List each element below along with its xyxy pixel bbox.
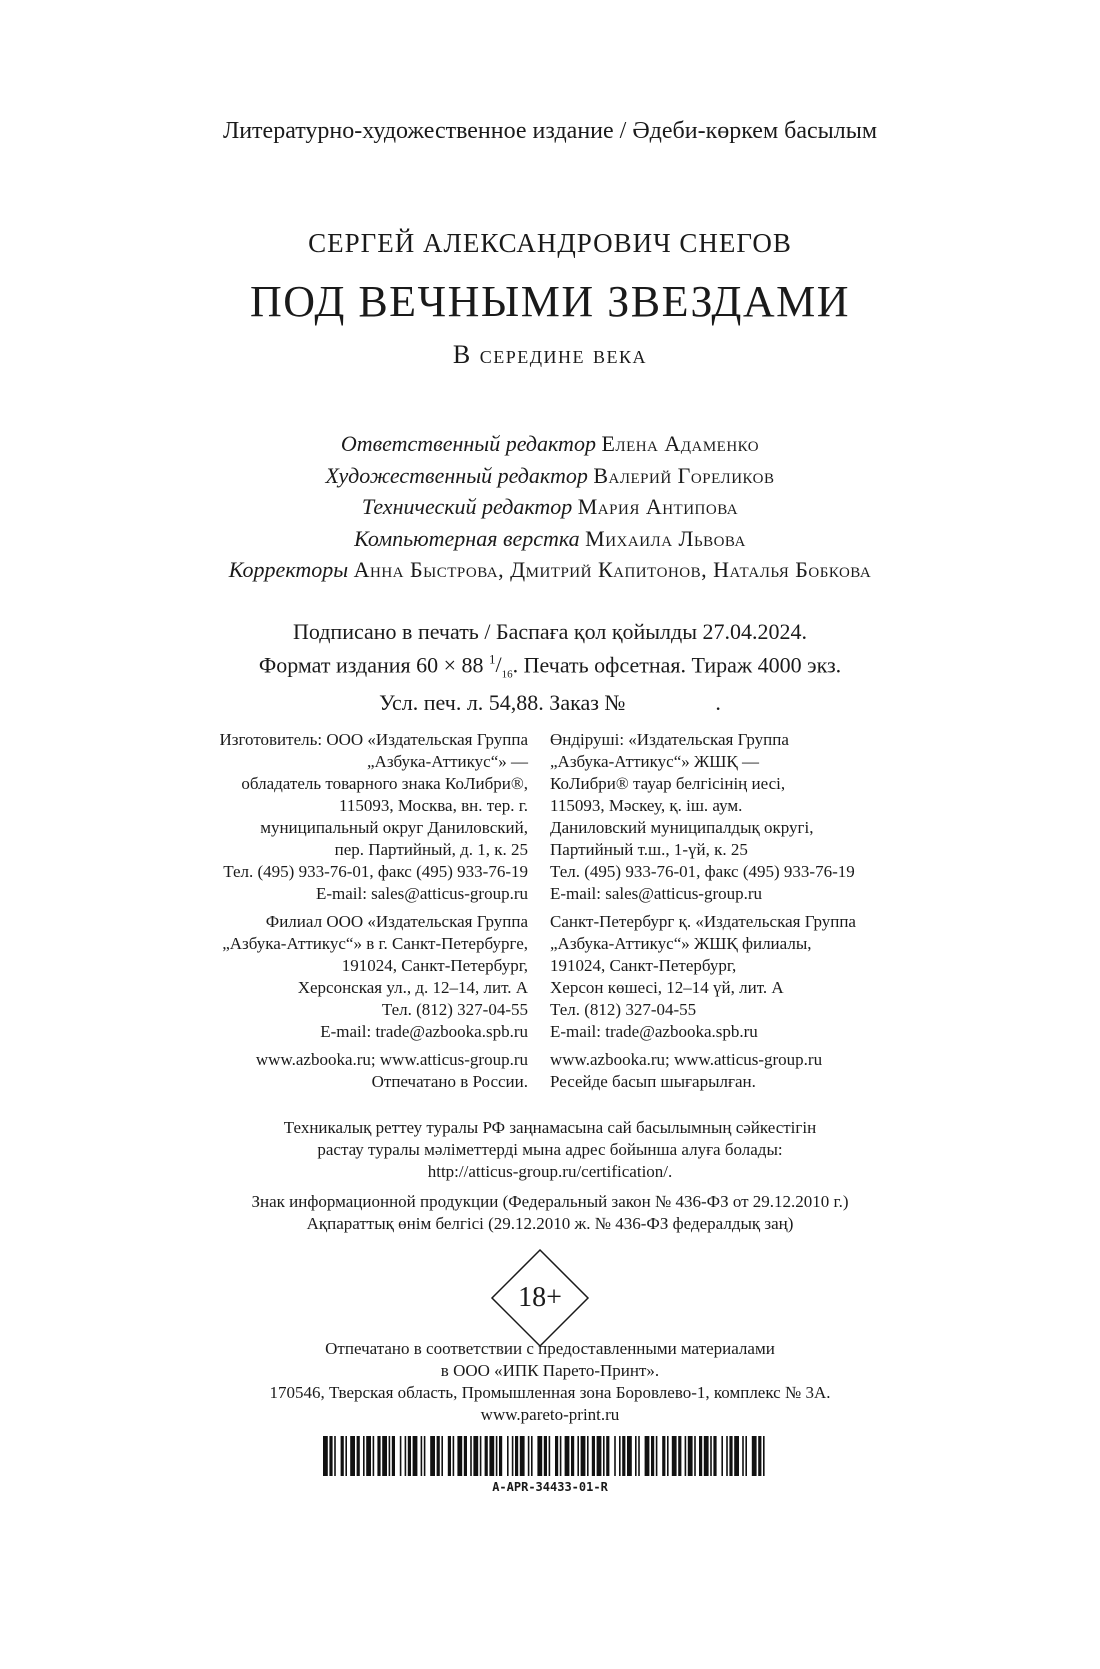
credit-role: Технический редактор bbox=[361, 494, 573, 519]
printer-line: www.pareto-print.ru bbox=[480, 1405, 620, 1424]
barcode-bar bbox=[606, 1436, 609, 1476]
kz-main-line: КоЛибри® тауар белгісінің иесі, bbox=[550, 774, 786, 793]
barcode-bar bbox=[685, 1436, 687, 1476]
kz-main-line: 115093, Мәскеу, қ. іш. аум. bbox=[550, 796, 743, 815]
barcode-bar bbox=[713, 1436, 716, 1476]
book-series: В середине века bbox=[452, 340, 648, 369]
barcode-bar bbox=[752, 1436, 757, 1476]
barcode-bar bbox=[366, 1436, 371, 1476]
barcode-bar bbox=[329, 1436, 332, 1476]
format-denominator: 16 bbox=[501, 668, 513, 681]
barcode-bar bbox=[382, 1436, 387, 1476]
barcode-bar bbox=[635, 1436, 637, 1476]
barcode-bar bbox=[400, 1436, 402, 1476]
format-numerator: 1 bbox=[489, 652, 496, 667]
barcode-bar bbox=[507, 1436, 509, 1476]
barcode-bar bbox=[597, 1436, 602, 1476]
kz-branch-line: Санкт-Петербург қ. «Издательская Группа bbox=[550, 912, 856, 931]
ru-web-block bbox=[0, 1049, 528, 1093]
barcode-bar bbox=[430, 1436, 435, 1476]
barcode-bar bbox=[581, 1436, 586, 1476]
ru-main-line: E-mail: sales@atticus-group.ru bbox=[315, 884, 528, 903]
barcode-bar bbox=[408, 1436, 411, 1476]
barcode-bar bbox=[627, 1436, 632, 1476]
barcode-bar bbox=[473, 1436, 478, 1476]
credit-line bbox=[0, 460, 1100, 492]
credit-role: Корректоры bbox=[228, 557, 349, 582]
credit-line bbox=[0, 554, 1100, 586]
ru-branch-block bbox=[0, 911, 528, 1043]
barcode-bar bbox=[496, 1436, 498, 1476]
ru-branch-line: Тел. (812) 327-04-55 bbox=[381, 1000, 528, 1019]
barcode-bar bbox=[341, 1436, 344, 1476]
kz-main-line: E-mail: sales@atticus-group.ru bbox=[550, 884, 763, 903]
barcode-bar bbox=[345, 1436, 347, 1476]
barcode-bar bbox=[662, 1436, 665, 1476]
barcode-bar bbox=[565, 1436, 570, 1476]
barcode-bar bbox=[603, 1436, 605, 1476]
kz-branch-line: E-mail: trade@azbooka.spb.ru bbox=[550, 1022, 758, 1041]
barcode-bar bbox=[489, 1436, 494, 1476]
barcode-bar bbox=[453, 1436, 455, 1476]
barcode-bar bbox=[721, 1436, 723, 1476]
barcode-bar bbox=[424, 1436, 426, 1476]
ru-branch-line: Филиал ООО «Издательская Группа bbox=[265, 912, 528, 931]
info-product-notice bbox=[0, 1191, 1100, 1235]
barcode-bar bbox=[392, 1436, 395, 1476]
barcode-bar bbox=[745, 1436, 747, 1476]
print-info bbox=[0, 618, 1100, 717]
barcode-bar bbox=[520, 1436, 525, 1476]
format-prefix: Формат издания 60 × 88 bbox=[258, 652, 484, 678]
credit-name: Анна Быстрова, Дмитрий Капитонов, Наталья Бобкова bbox=[353, 557, 872, 582]
ru-web-line: Отпечатано в России. bbox=[371, 1072, 528, 1091]
kz-web-block bbox=[550, 1049, 1070, 1093]
certification-line: Техникалық реттеу туралы РФ заңнамасына сай басылымның сәйкестігін bbox=[283, 1118, 817, 1137]
barcode-bar bbox=[363, 1436, 365, 1476]
barcode-bar bbox=[560, 1436, 562, 1476]
barcode-bar bbox=[357, 1436, 360, 1476]
barcode-bar bbox=[577, 1436, 579, 1476]
law-line: Ақпараттық өнім белгісі (29.12.2010 ж. № 436-ФЗ федералдық заң) bbox=[306, 1214, 794, 1233]
barcode-bar bbox=[694, 1436, 696, 1476]
printer-line: в ООО «ИПК Парето-Принт». bbox=[440, 1361, 660, 1380]
age-rating-text: 18+ bbox=[518, 1282, 562, 1313]
printer-info bbox=[0, 1338, 1100, 1426]
barcode-bar bbox=[373, 1436, 375, 1476]
barcode-label: A-APR-34433-01-R bbox=[492, 1480, 608, 1494]
barcode-bar bbox=[448, 1436, 451, 1476]
barcode-bar bbox=[614, 1436, 616, 1476]
kz-web-line: Ресейде басып шығарылған. bbox=[550, 1072, 756, 1091]
ru-branch-line: „Азбука-Аттикус“» в г. Санкт-Петербурге, bbox=[222, 934, 528, 953]
credit-role: Художественный редактор bbox=[325, 462, 588, 488]
kz-branch-line: Херсон көшесі, 12–14 үй, лит. А bbox=[550, 978, 784, 997]
barcode-bar bbox=[651, 1436, 654, 1476]
ru-main-line: пер. Партийный, д. 1, к. 25 bbox=[334, 840, 528, 859]
barcode-bar bbox=[499, 1436, 502, 1476]
kz-branch-line: Тел. (812) 327-04-55 bbox=[550, 1000, 697, 1019]
book-author: СЕРГЕЙ АЛЕКСАНДРОВИЧ СНЕГОВ bbox=[308, 228, 792, 258]
barcode-bar bbox=[464, 1436, 467, 1476]
barcode-bar bbox=[323, 1436, 328, 1476]
barcode-bar bbox=[549, 1436, 551, 1476]
format-fraction: $^1/_{16}$ bbox=[489, 652, 513, 681]
ru-main-line: Тел. (495) 933-76-01, факс (495) 933-76-19 bbox=[223, 862, 528, 881]
barcode-bar bbox=[457, 1436, 462, 1476]
barcode-bar bbox=[528, 1436, 530, 1476]
certification-line: http://atticus-group.ru/certification/. bbox=[427, 1162, 673, 1181]
certification-line: растау туралы мәліметтерді мына адрес бойынша алуға болады: bbox=[317, 1140, 783, 1159]
ru-main-line: 115093, Москва, вн. тер. г. bbox=[338, 796, 528, 815]
barcode-bar bbox=[587, 1436, 589, 1476]
credit-name: Мария Антипова bbox=[577, 494, 739, 519]
sheets-line bbox=[0, 689, 1100, 717]
kz-main-line: Өндіруші: «Издательская Группа bbox=[550, 730, 789, 749]
credit-line bbox=[0, 428, 1100, 460]
barcode-bar bbox=[645, 1436, 650, 1476]
barcode-bar bbox=[537, 1436, 542, 1476]
printer-line: Отпечатано в соответствии с предоставленными материалами bbox=[325, 1339, 775, 1358]
barcode-bar bbox=[688, 1436, 693, 1476]
credit-line bbox=[0, 523, 1100, 555]
barcode-bar bbox=[485, 1436, 488, 1476]
barcode-bar bbox=[678, 1436, 681, 1476]
age-rating-badge bbox=[490, 1248, 590, 1348]
ru-web-line: www.azbooka.ru; www.atticus-group.ru bbox=[255, 1050, 528, 1069]
format-suffix: . Печать офсетная. Тираж 4000 экз. bbox=[512, 652, 842, 678]
credit-role: Компьютерная верстка bbox=[354, 525, 580, 551]
kz-branch-block bbox=[550, 911, 1070, 1043]
barcode-bar bbox=[571, 1436, 574, 1476]
credit-line bbox=[0, 491, 1100, 523]
barcode-bar bbox=[437, 1436, 440, 1476]
barcode-bar bbox=[638, 1436, 640, 1476]
barcode-bar bbox=[555, 1436, 558, 1476]
kz-main-line: Тел. (495) 933-76-01, факс (495) 933-76-19 bbox=[550, 862, 855, 881]
barcode-bar bbox=[389, 1436, 391, 1476]
credit-name: Михаила Львова bbox=[585, 525, 746, 551]
barcode-bar bbox=[667, 1436, 669, 1476]
barcode-bar bbox=[729, 1436, 732, 1476]
sheets-text: Усл. печ. л. 54,88. Заказ № bbox=[379, 689, 626, 715]
manufacturer-kz-column bbox=[550, 729, 1070, 1099]
barcode-bar bbox=[470, 1436, 472, 1476]
barcode-bar bbox=[480, 1436, 482, 1476]
kz-branch-line: 191024, Санкт-Петербург, bbox=[550, 956, 737, 975]
ru-main-line: обладатель товарного знака КоЛибри®, bbox=[241, 774, 528, 793]
signed-line: Подписано в печать / Баспаға қол қойылды 27.04.2024. bbox=[292, 619, 808, 644]
barcode-bar bbox=[763, 1436, 765, 1476]
ru-main-line: муниципальный округ Даниловский, bbox=[260, 818, 528, 837]
book-title: ПОД ВЕЧНЫМИ ЗВЕЗДАМИ bbox=[249, 277, 851, 326]
barcode-bar bbox=[656, 1436, 658, 1476]
barcode-bar bbox=[758, 1436, 761, 1476]
kz-branch-line: „Азбука-Аттикус“» ЖШҚ филиалы, bbox=[550, 934, 812, 953]
credit-name: Валерий Гореликов bbox=[593, 462, 775, 488]
barcode-bar bbox=[405, 1436, 407, 1476]
barcode-bar bbox=[413, 1436, 418, 1476]
barcode-bar bbox=[441, 1436, 443, 1476]
ru-main-block bbox=[0, 729, 528, 905]
sheets-end: . bbox=[715, 689, 721, 715]
barcode-bar bbox=[421, 1436, 423, 1476]
ru-branch-line: 191024, Санкт-Петербург, bbox=[341, 956, 528, 975]
barcode-bar bbox=[726, 1436, 728, 1476]
kz-main-line: Партийный т.ш., 1-үй, к. 25 bbox=[550, 840, 748, 859]
printer-line: 170546, Тверская область, Промышленная зона Боровлево-1, комплекс № 3А. bbox=[269, 1383, 831, 1402]
ru-main-line: „Азбука-Аттикус“» — bbox=[367, 752, 528, 771]
barcode-bar bbox=[622, 1436, 625, 1476]
barcode-bar bbox=[515, 1436, 518, 1476]
barcode-bar bbox=[350, 1436, 355, 1476]
kz-main-line: Даниловский муниципалдық округі, bbox=[550, 818, 814, 837]
barcode-bar bbox=[619, 1436, 621, 1476]
manufacturer-ru-column bbox=[0, 729, 528, 1099]
barcode-bar bbox=[710, 1436, 712, 1476]
barcode-bar bbox=[699, 1436, 702, 1476]
barcode-bar bbox=[544, 1436, 547, 1476]
law-line: Знак информационной продукции (Федеральный закон № 436-ФЗ от 29.12.2010 г.) bbox=[251, 1192, 849, 1211]
kz-web-line: www.azbooka.ru; www.atticus-group.ru bbox=[550, 1050, 823, 1069]
credit-name: Елена Адаменко bbox=[601, 431, 760, 456]
barcode-bar bbox=[512, 1436, 514, 1476]
ru-branch-line: Херсонская ул., д. 12–14, лит. А bbox=[297, 978, 528, 997]
credits-list bbox=[0, 428, 1100, 586]
barcode bbox=[323, 1436, 768, 1476]
ru-main-line: Изготовитель: ООО «Издательская Группа bbox=[219, 730, 528, 749]
barcode-bar bbox=[742, 1436, 744, 1476]
format-line bbox=[0, 646, 1100, 689]
barcode-bar bbox=[334, 1436, 336, 1476]
barcode-bar bbox=[672, 1436, 677, 1476]
kz-main-line: „Азбука-Аттикус“» ЖШҚ — bbox=[550, 752, 759, 771]
barcode-bar bbox=[531, 1436, 533, 1476]
ru-branch-line: E-mail: trade@azbooka.spb.ru bbox=[320, 1022, 528, 1041]
barcode-bar bbox=[377, 1436, 380, 1476]
barcode-bar bbox=[592, 1436, 595, 1476]
barcode-bar bbox=[734, 1436, 739, 1476]
credit-role: Ответственный редактор bbox=[340, 431, 596, 456]
certification-notice bbox=[0, 1117, 1100, 1183]
edition-type: Литературно-художественное издание / Әдеби-көркем басылым bbox=[222, 118, 878, 144]
barcode-bar bbox=[704, 1436, 709, 1476]
kz-main-block bbox=[550, 729, 1070, 905]
